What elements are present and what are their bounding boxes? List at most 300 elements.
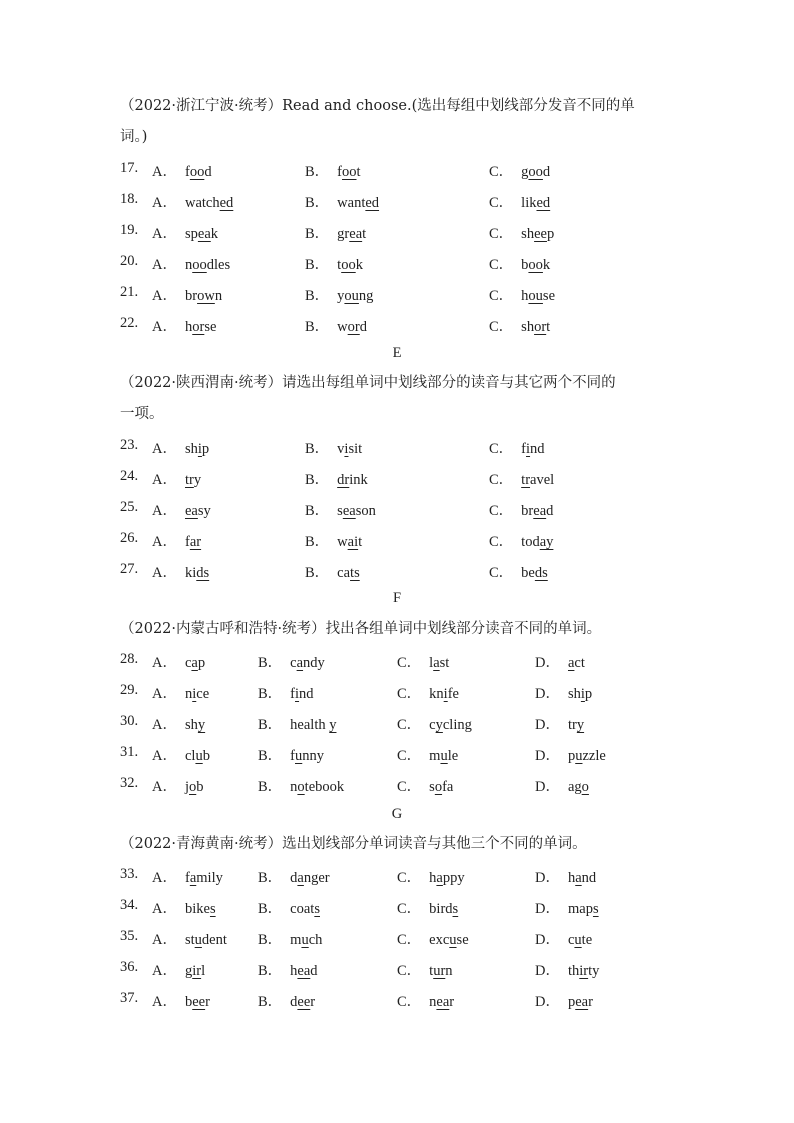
word-part: cl xyxy=(184,748,196,764)
underlined-letters: o xyxy=(581,779,589,795)
underlined-letters: ow xyxy=(197,288,215,304)
word-part: w xyxy=(337,319,348,335)
option-letter: A． xyxy=(152,472,177,488)
word-part: n xyxy=(445,963,453,979)
word-part: t xyxy=(356,164,361,180)
question-row xyxy=(120,561,680,583)
option-letter: C． xyxy=(489,503,514,519)
word-part: f xyxy=(184,534,190,550)
answer-option[interactable] xyxy=(305,191,379,212)
underlined-letters: ea xyxy=(297,963,311,979)
word-part: l xyxy=(201,963,206,979)
word-part: c xyxy=(184,655,192,671)
option-letter: B． xyxy=(258,994,283,1010)
answer-option[interactable] xyxy=(489,499,553,520)
question-number: 21. xyxy=(120,284,139,300)
underlined-letters: u xyxy=(295,748,303,764)
question-number: 18. xyxy=(120,191,139,207)
answer-option[interactable] xyxy=(258,651,325,672)
answer-option[interactable] xyxy=(152,160,212,181)
underlined-letters: ai xyxy=(347,534,359,550)
word-part: b xyxy=(196,779,204,795)
question-row xyxy=(120,775,680,797)
underlined-letters: oo xyxy=(528,257,543,273)
answer-option[interactable] xyxy=(152,775,204,796)
option-letter: C． xyxy=(397,779,422,795)
answer-option[interactable] xyxy=(397,990,454,1011)
answer-option[interactable] xyxy=(152,928,227,949)
question-number: 32. xyxy=(120,775,139,791)
option-letter: C． xyxy=(397,870,422,886)
word-part: s xyxy=(337,503,343,519)
option-word xyxy=(185,901,216,918)
underlined-letters: i xyxy=(580,686,585,702)
word-part: cling xyxy=(442,717,472,733)
underlined-letters: ea xyxy=(197,226,211,242)
option-letter: C． xyxy=(397,901,422,917)
word-part: tebook xyxy=(304,779,345,795)
answer-option[interactable] xyxy=(152,284,222,305)
question-number: 30. xyxy=(120,713,139,729)
word-part: sh xyxy=(567,686,581,702)
underlined-letters: oo xyxy=(189,164,205,180)
option-letter: A． xyxy=(152,441,177,457)
answer-option[interactable] xyxy=(535,775,589,796)
underlined-letters: ea xyxy=(349,226,363,242)
option-word xyxy=(521,164,550,181)
question-row xyxy=(120,191,680,213)
word-part: r xyxy=(205,994,210,1010)
option-word xyxy=(290,932,322,949)
word-part: sh xyxy=(521,226,535,242)
answer-option[interactable] xyxy=(535,713,584,734)
answer-option[interactable] xyxy=(489,284,555,305)
answer-option[interactable] xyxy=(535,897,599,918)
answer-option[interactable] xyxy=(489,468,554,489)
answer-option[interactable] xyxy=(152,437,209,458)
option-letter: B． xyxy=(258,932,283,948)
answer-option[interactable] xyxy=(305,284,373,305)
answer-option[interactable] xyxy=(305,499,376,520)
question-row xyxy=(120,284,680,306)
question-number: 27. xyxy=(120,561,139,577)
word-part: f xyxy=(337,164,343,180)
option-letter: A． xyxy=(152,932,177,948)
word-part: fa xyxy=(442,779,454,795)
answer-option[interactable] xyxy=(152,959,205,980)
word-part: g xyxy=(521,164,529,180)
word-part: br xyxy=(521,503,534,519)
answer-option[interactable] xyxy=(535,651,585,672)
word-part: s xyxy=(429,779,435,795)
answer-option[interactable] xyxy=(152,897,216,918)
word-part: c xyxy=(429,717,436,733)
answer-option[interactable] xyxy=(397,928,469,949)
question-number: 33. xyxy=(120,866,139,882)
option-word xyxy=(521,472,554,489)
underlined-letters: y xyxy=(329,717,337,733)
answer-option[interactable] xyxy=(489,191,550,212)
option-letter: D． xyxy=(535,932,560,948)
option-letter: D． xyxy=(535,655,560,671)
answer-option[interactable] xyxy=(258,897,320,918)
word-part: p xyxy=(584,686,593,702)
section-instruction: （2022·青海黄南·统考）选出划线部分单词读音与其他三个不同的单词。 xyxy=(120,836,587,852)
underlined-letters: u xyxy=(449,932,457,948)
answer-option[interactable] xyxy=(489,437,545,458)
underlined-letters: or xyxy=(192,319,205,335)
underlined-letters: ar xyxy=(189,534,202,550)
underlined-letters: ea xyxy=(575,994,589,1010)
answer-option[interactable] xyxy=(489,160,550,181)
underlined-letters: u xyxy=(301,932,309,948)
answer-option[interactable] xyxy=(152,744,210,765)
underlined-letters: u xyxy=(575,748,583,764)
option-word xyxy=(337,195,379,212)
answer-option[interactable] xyxy=(258,682,314,703)
option-word xyxy=(185,994,210,1011)
question-row xyxy=(120,990,680,1012)
word-part: m xyxy=(290,932,302,948)
answer-option[interactable] xyxy=(535,990,593,1011)
option-letter: B． xyxy=(305,319,330,335)
word-part: br xyxy=(184,288,198,304)
answer-option[interactable] xyxy=(258,744,324,765)
answer-option[interactable] xyxy=(152,222,218,243)
answer-option[interactable] xyxy=(152,191,233,212)
answer-option[interactable] xyxy=(397,959,453,980)
word-part: p xyxy=(197,655,206,671)
option-word xyxy=(337,534,362,551)
option-word xyxy=(185,686,209,703)
option-letter: B． xyxy=(305,164,330,180)
answer-option[interactable] xyxy=(305,561,360,582)
option-word xyxy=(185,655,205,672)
answer-option[interactable] xyxy=(397,897,458,918)
underlined-letters: i xyxy=(295,686,300,702)
underlined-letters: ee xyxy=(534,226,547,242)
option-word xyxy=(337,257,363,274)
answer-option[interactable] xyxy=(258,959,318,980)
word-part: bird xyxy=(429,901,453,917)
option-word xyxy=(429,748,458,765)
answer-option[interactable] xyxy=(258,775,344,796)
word-part: health xyxy=(290,717,330,733)
option-word xyxy=(337,503,376,520)
word-part: ct xyxy=(574,655,585,671)
word-part: sp xyxy=(184,226,198,242)
answer-option[interactable] xyxy=(489,222,554,243)
word-part: h xyxy=(290,963,298,979)
option-letter: A． xyxy=(152,779,177,795)
option-letter: A． xyxy=(152,686,177,702)
answer-option[interactable] xyxy=(535,744,606,765)
section-instruction-cont: 一项。 xyxy=(120,406,164,422)
answer-option[interactable] xyxy=(152,530,201,551)
underlined-letters: ea xyxy=(436,994,450,1010)
option-word xyxy=(290,779,344,796)
word-part: ce xyxy=(196,686,210,702)
underlined-letters: a xyxy=(296,655,304,671)
word-part: dles xyxy=(206,257,231,273)
word-part: fe xyxy=(447,686,459,702)
answer-option[interactable] xyxy=(305,222,366,243)
answer-option[interactable] xyxy=(489,315,550,336)
answer-option[interactable] xyxy=(258,713,336,734)
answer-option[interactable] xyxy=(152,651,205,672)
word-part: d xyxy=(290,994,298,1010)
option-word xyxy=(568,901,599,918)
underlined-letters: ea xyxy=(184,503,198,519)
word-part: h xyxy=(521,288,529,304)
option-word xyxy=(521,503,553,520)
word-part: zzle xyxy=(582,748,606,764)
word-part: f xyxy=(290,748,296,764)
question-row xyxy=(120,437,680,459)
option-letter: B． xyxy=(305,565,330,581)
underlined-letters: ee xyxy=(297,994,311,1010)
answer-option[interactable] xyxy=(152,253,230,274)
word-part: lik xyxy=(521,195,537,211)
answer-option[interactable] xyxy=(397,775,453,796)
option-letter: C． xyxy=(489,195,514,211)
word-part: d xyxy=(204,164,212,180)
word-part: nd xyxy=(299,686,314,702)
underlined-letters: ay xyxy=(539,534,554,550)
option-word xyxy=(568,870,596,887)
option-word xyxy=(290,717,336,734)
option-letter: C． xyxy=(397,963,422,979)
word-part: ca xyxy=(337,565,351,581)
option-letter: C． xyxy=(397,686,422,702)
option-word xyxy=(337,288,373,305)
word-part: watch xyxy=(184,195,220,211)
answer-option[interactable] xyxy=(397,651,449,672)
question-number: 17. xyxy=(120,160,139,176)
underlined-letters: i xyxy=(344,441,349,457)
underlined-letters: ea xyxy=(342,503,356,519)
option-letter: A． xyxy=(152,195,177,211)
answer-option[interactable] xyxy=(152,713,205,734)
answer-option[interactable] xyxy=(397,866,465,887)
underlined-letters: oo xyxy=(341,257,356,273)
answer-option[interactable] xyxy=(152,561,209,582)
word-part: le xyxy=(447,748,459,764)
word-part: d xyxy=(359,319,367,335)
word-part: n xyxy=(184,686,193,702)
word-part: y xyxy=(193,472,202,488)
answer-option[interactable] xyxy=(489,253,550,274)
word-part: k xyxy=(210,226,219,242)
answer-option[interactable] xyxy=(489,530,553,551)
word-part: f xyxy=(184,870,190,886)
question-number: 37. xyxy=(120,990,139,1006)
underlined-letters: a xyxy=(297,870,304,886)
word-part: n xyxy=(214,288,223,304)
option-word xyxy=(568,655,585,672)
option-letter: B． xyxy=(305,288,330,304)
option-word xyxy=(521,565,548,582)
answer-option[interactable] xyxy=(305,530,362,551)
word-part: nny xyxy=(302,748,325,764)
option-letter: A． xyxy=(152,534,177,550)
underlined-letters: ee xyxy=(192,994,206,1010)
option-word xyxy=(185,441,209,458)
question-number: 34. xyxy=(120,897,139,913)
option-word xyxy=(521,226,554,243)
answer-option[interactable] xyxy=(489,561,548,582)
word-part: t xyxy=(337,257,342,273)
option-letter: A． xyxy=(152,901,177,917)
underlined-letters: ir xyxy=(579,963,589,979)
question-row xyxy=(120,468,680,490)
answer-option[interactable] xyxy=(152,468,201,489)
option-word xyxy=(185,963,205,980)
option-word xyxy=(185,717,205,734)
answer-option[interactable] xyxy=(152,315,216,336)
option-word xyxy=(290,994,315,1011)
underlined-letters: s xyxy=(209,901,216,917)
underlined-letters: ts xyxy=(350,565,360,581)
answer-option[interactable] xyxy=(305,315,367,336)
option-letter: B． xyxy=(305,534,330,550)
word-part: nd xyxy=(581,870,597,886)
underlined-letters: a xyxy=(189,870,197,886)
option-word xyxy=(429,932,468,949)
word-part: k xyxy=(355,257,363,273)
option-word xyxy=(429,717,472,734)
option-word xyxy=(185,288,222,305)
word-part: d xyxy=(546,503,554,519)
underlined-letters: oo xyxy=(342,164,357,180)
option-letter: A． xyxy=(152,994,177,1010)
question-row xyxy=(120,866,680,888)
answer-option[interactable] xyxy=(397,744,458,765)
option-letter: A． xyxy=(152,226,177,242)
question-number: 35. xyxy=(120,928,139,944)
option-word xyxy=(185,748,210,765)
answer-option[interactable] xyxy=(305,468,368,489)
answer-option[interactable] xyxy=(152,990,210,1011)
word-part: bike xyxy=(184,901,210,917)
question-row xyxy=(120,651,680,673)
underlined-letters: oo xyxy=(192,257,207,273)
word-part: t xyxy=(546,319,551,335)
option-word xyxy=(185,472,201,489)
option-word xyxy=(568,932,592,949)
answer-option[interactable] xyxy=(397,682,459,703)
option-letter: C． xyxy=(489,164,514,180)
option-word xyxy=(521,195,550,212)
answer-option[interactable] xyxy=(535,866,596,887)
option-word xyxy=(290,901,320,918)
answer-option[interactable] xyxy=(152,499,211,520)
option-letter: C． xyxy=(489,319,514,335)
question-number: 25. xyxy=(120,499,139,515)
question-number: 28. xyxy=(120,651,139,667)
word-part: se xyxy=(542,288,556,304)
word-part: f xyxy=(521,441,527,457)
underlined-letters: u xyxy=(440,748,448,764)
question-row xyxy=(120,253,680,275)
option-letter: A． xyxy=(152,288,177,304)
question-number: 31. xyxy=(120,744,139,760)
section-instruction: （2022·陕西渭南·统考）请选出每组单词中划线部分的读音与其它两个不同的 xyxy=(120,375,616,391)
underlined-letters: tr xyxy=(184,472,194,488)
option-word xyxy=(337,472,368,489)
option-word xyxy=(521,257,550,274)
underlined-letters: ed xyxy=(536,195,551,211)
option-letter: B． xyxy=(258,779,283,795)
answer-option[interactable] xyxy=(152,866,223,887)
underlined-letters: a xyxy=(191,655,198,671)
underlined-letters: s xyxy=(314,901,320,917)
word-part: ng xyxy=(358,288,374,304)
answer-option[interactable] xyxy=(152,682,209,703)
word-part: h xyxy=(184,319,193,335)
answer-option[interactable] xyxy=(397,713,472,734)
option-letter: A． xyxy=(152,257,177,273)
underlined-letters: oo xyxy=(528,164,543,180)
option-word xyxy=(429,779,453,796)
word-part: tod xyxy=(521,534,540,550)
option-letter: D． xyxy=(535,779,560,795)
word-part: st xyxy=(184,932,195,948)
question-row xyxy=(120,682,680,704)
underlined-letters: a xyxy=(575,870,582,886)
underlined-letters: ds xyxy=(196,565,210,581)
option-word xyxy=(185,534,201,551)
underlined-letters: o xyxy=(189,779,197,795)
option-letter: B． xyxy=(305,257,330,273)
option-word xyxy=(429,994,454,1011)
underlined-letters: ur xyxy=(433,963,446,979)
answer-option[interactable] xyxy=(535,928,592,949)
word-part: n xyxy=(429,994,437,1010)
answer-option[interactable] xyxy=(305,437,362,458)
section-letter: F xyxy=(392,590,402,606)
word-part: y xyxy=(337,288,345,304)
answer-option[interactable] xyxy=(258,928,322,949)
question-row xyxy=(120,530,680,552)
option-word xyxy=(568,994,593,1011)
word-part: son xyxy=(355,503,376,519)
answer-option[interactable] xyxy=(535,959,599,980)
underlined-letters: o xyxy=(434,779,443,795)
option-letter: A． xyxy=(152,319,177,335)
word-part: p xyxy=(546,226,555,242)
word-part: gr xyxy=(337,226,350,242)
option-word xyxy=(290,870,329,887)
word-part: exc xyxy=(429,932,450,948)
answer-option[interactable] xyxy=(305,253,363,274)
option-word xyxy=(568,963,599,980)
option-letter: C． xyxy=(397,994,422,1010)
answer-option[interactable] xyxy=(258,866,330,887)
option-letter: C． xyxy=(489,288,514,304)
section-instruction: （2022·内蒙古呼和浩特·统考）找出各组单词中划线部分读音不同的单词。 xyxy=(120,621,602,637)
word-part: ppy xyxy=(442,870,465,886)
answer-option[interactable] xyxy=(305,160,361,181)
option-word xyxy=(185,164,212,181)
option-letter: D． xyxy=(535,686,560,702)
option-word xyxy=(290,963,317,980)
answer-option[interactable] xyxy=(535,682,592,703)
option-letter: D． xyxy=(535,717,560,733)
word-part: t xyxy=(429,963,434,979)
answer-option[interactable] xyxy=(258,990,315,1011)
word-part: sy xyxy=(197,503,211,519)
